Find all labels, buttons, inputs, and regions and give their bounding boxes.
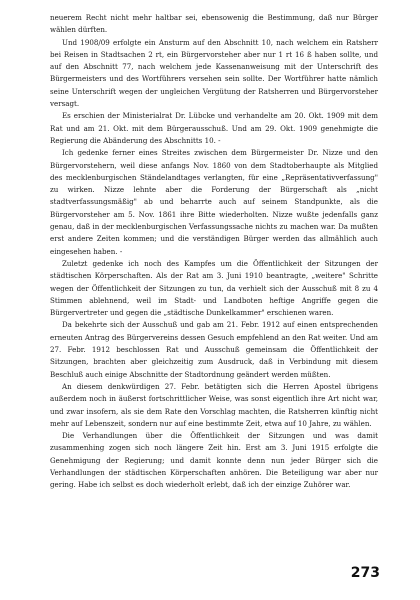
body-text — [50, 12, 378, 492]
paragraph: An diesem denkwürdigen 27. Febr. betätigten sich die Herren Apostel übrigens außerdem noch in äußerst fortschrittlicher Weise, was sonst eigentlich ihre Art nicht war, und zwar insofern, als sie dem Rate den Vorschlag machten, die Ratsherren künftig nicht mehr auf Lebenszeit, sondern nur auf eine bestimmte Zeit, etwa auf 10 Jahre, zu wählen. — [50, 381, 378, 428]
paragraph: Da bekehrte sich der Ausschuß und gab am 21. Febr. 1912 auf einen entsprechenden erneuten Antrag des Bürgervereins dessen Gesuch empfehlend an den Rat weiter. Und am 27. Febr. 1912 beschlossen Rat und Ausschuß gemeinsam die Öffentlichkeit der Sitzungen, brachten aber gleichzeitig zum Ausdruck, daß in Verbindung mit diesem Beschluß auch einige Abschnitte der Stadtordnung geändert werden müßten. — [50, 320, 378, 379]
paragraph: Ich gedenke ferner eines Streites zwischen dem Bürgermeister Dr. Nizze und den Bürgervorstehern, weil diese anfangs Nov. 1860 von dem Stadtoberhaupte als Mitglied des mecklenburgischen Ständelandtages verlangten, für eine „Repräsentativverfassung" zu wirken. Nizze lehnte aber die Forderung der Bürgerschaft als „nicht stadtverfassungsmäßig" ab und beharrte auch auf seinem Standpunkte, als die Bürgervorsteher am 5. Nov. 1861 ihre Bitte wiederholten. Nizze wußte jedenfalls ganz genau, daß in der mecklenburgischen Verfassungssache nichts zu machen war. Da mußten erst andere Zeiten kommen; und die verständigen Bürger werden das allmählich auch eingesehen haben. - — [50, 148, 378, 256]
paragraph: Zuletzt gedenke ich noch des Kampfes um die Öffentlichkeit der Sitzungen der städtischen Körperschaften. Als der Rat am 3. Juni 1910 beantragte, „weitere" Schritte wegen der Öffentlichkeit der Sitzungen zu tun, da verhielt sich der Ausschuß mit 8 zu 4 Stimmen ablehnend, weil im Stadt- und Landboten heftige Angriffe gegen die Bürgervertreter und gegen die „städtische Dunkelkammer" erschienen waren. — [50, 258, 378, 318]
paragraph: neuerem Recht nicht mehr haltbar sei, ebensowenig die Bestimmung, daß nur Bürger wählen dürften. — [50, 13, 378, 35]
paragraph: Die Verhandlungen über die Öffentlichkeit der Sitzungen und was damit zusammenhing zogen sich noch längere Zeit hin. Erst am 3. Juni 1915 erfolgte die Genehmigung der Regierung; und damit konnte denn nun jeder Bürger sich die Verhandlungen der städtischen Körperschaften anhören. Die Beteiligung war aber nur gering. Habe ich selbst es doch wiederholt erlebt, daß ich der einzige Zuhörer war. — [50, 431, 378, 490]
paragraph: Und 1908/09 erfolgte ein Ansturm auf den Abschnitt 10, nach welchem ein Ratsherr bei Reisen in Stadtsachen 2 rt, ein Bürgervorsteher aber nur 1 rt 16 ß haben sollte, und auf den Abschnitt 77, nach welchem jede Kassenanweisung mit der Unterschrift des Bürgermeisters und des Wortführers versehen sein sollte. Der Wortführer hatte nämlich seine Unterschrift wegen der ungleichen Vergütung der Ratsherren und Bürgervorsteher versagt. — [50, 37, 378, 109]
paragraph: Es erschien der Ministerialrat Dr. Lübcke und verhandelte am 20. Okt. 1909 mit dem Rat und am 21. Okt. mit dem Bürgerausschuß. Und am 29. Okt. 1909 genehmigte die Regierung die Abänderung des Abschnitts 10. - — [50, 111, 378, 145]
page-number: 273 — [350, 565, 380, 581]
